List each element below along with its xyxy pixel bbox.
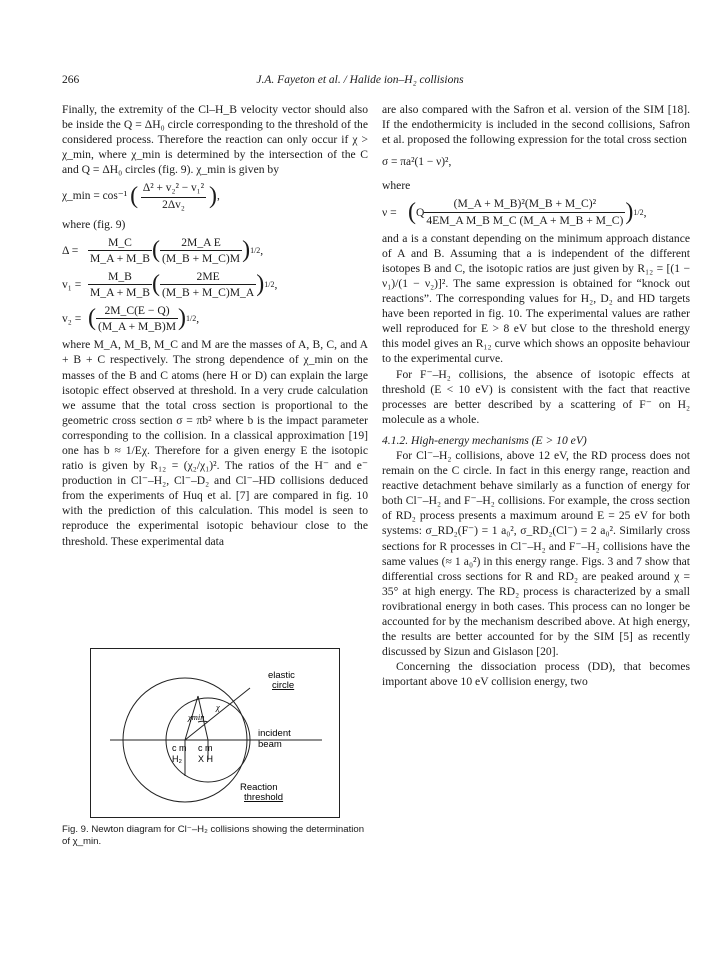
figure-frame [91,649,340,818]
where-fig9: where (fig. 9) [62,217,126,231]
equation-v2: v₂ = ( $\frac{2M\_C(E - Q)}{(M\_A + M\_B)M}$ ) 1/2 , [62,304,200,334]
label-elastic: elastic [268,670,295,681]
label-h2: H₂ [172,754,182,764]
right-paragraph-1: are also compared with the Safron et al. version of the SIM [18]. If the endothermicity is included in the second collisions, Safron et al. proposed the following expression for the total cross section [382,103,690,147]
label-chimin: χmin [188,712,205,722]
newton-diagram [90,648,340,818]
right-paragraph-3: For F⁻–H₂ collisions, the absence of isotopic effects at threshold (E < 10 eV) is consistent with the fact that reactive processes are better described by a scattering of F⁻ on H₂ molecule as a whole. [382,367,690,426]
equation-sigma: σ = πa²(1 − ν)², [382,156,452,169]
right-where: where [382,179,411,193]
label-cm-left: c m [172,743,187,753]
figure-9 [62,648,368,848]
left-paragraph-1: Finally, the extremity of the Cl–H_B velocity vector should also be inside the Q = ΔH₀ circle corresponding to the threshold of the considered process. Therefore the reaction can only occur if χ > χ_min, where χ_min is determined by the intersection of the C and Q = ΔH₀ circles (fig. 9). χ_min is given by [62,103,368,177]
equation-delta: Δ = $\frac{M\_C}{M\_A + M\_B}$ ( $\frac{\text{2M\_A E}}{(M\_B + M\_C)M}$ ) 1/2 , [62,235,264,265]
label-circle: circle [272,680,295,691]
equation-chi-min: χ_min = cos⁻¹ ( $\frac{\text{Δ² + v₂² − v₁²}}{\text{2Δv₂}}$ ), [62,182,220,211]
right-paragraph-4: For Cl⁻–H₂ collisions, above 12 eV, the RD process does not remain on the C circle. In fact in this energy range, reaction and reactive detachment behave similarly as a function of energy for both Cl⁻–H₂ and F⁻–H₂ collisions. For example, the cross section of RD₂ process presents a maximum around E = 25 eV for both systems: σ_RD₂(F⁻) = 1 a₀², σ_RD₂(Cl⁻) = 2 a₀². Similarly cross sections for R processes in Cl⁻–H₂ and F⁻–H₂ collisions have the same values (≈ 1 a₀²) in this energy range. Figs. 3 and 7 show that differential cross sections for R and RD₂ are peaked around χ = 35° at high energy. The RD₂ process is characterized by a small rovibrational energy in both cases. This process can no longer be accounted for by the mechanism described above. At high energy, the results are better accounted for by the SIM [5] as recently discussed by Sizun and Gislason [20]. [382,448,690,659]
page-number: 266 [62,74,80,86]
label-beam: beam [258,739,282,750]
label-reaction: Reaction [240,782,278,793]
label-threshold: threshold [244,792,284,803]
label-chi: χ [216,702,220,712]
figure-caption: Fig. 9. Newton diagram for Cl⁻–H₂ collisions showing the determination of χ_min. [62,824,365,847]
left-paragraph-2: where M_A, M_B, M_C and M are the masses of A, B, C, and A + B + C respectively. The strong dependence of χ_min on the masses of the B and C atoms (here H or D) can explain the large isotopic effect observed at threshold. In a very crude calculation we assume that the total cross section is proportional to the geometric cross section σ = πb² where b is the impact parameter corresponding to the collision. In a classical approximation [19] one has b ≈ 1/Eχ. Therefore for a given energy E the isotopic ratio is given by R₁₂ = (χ₂/χ₁)². The ratios of the H⁻ and e⁻ production in Cl⁻–H₂, Cl⁻–D₂ and Cl⁻–HD collisions deduced from the experiments of Huq et al. [7] are compared in fig. 10 with the prediction of this calculation. This model is seen to reproduce the experimental isotopic behaviour close to the threshold. These experimental data [62,338,368,548]
running-title: J.A. Fayeton et al. / Halide ion–H₂ collisions [256,74,464,86]
right-column [382,102,690,689]
label-cm-right: c m [198,743,213,753]
section-heading: 4.1.2. High-energy mechanisms (E > 10 eV) [382,433,587,447]
equation-v1: v₁ = $\frac{M\_B}{M\_A + M\_B}$ ( $\frac{2ME}{(M\_B + M\_C)M\_A}$ ) 1/2 , [62,269,278,300]
label-xh: X H [198,754,214,764]
right-paragraph-5: Concerning the dissociation process (DD), that becomes important above 10 eV collision energy, two [382,660,690,689]
equation-nu: ν = ( Q $\frac{\text{(M\_A + M\_B)²(M\_B + M\_C)²}}{\text{4EM\_A M\_B M\_C (M\_A + M\_B + M\_C)}}$ ) 1/2 , [382,197,647,227]
left-column [62,102,368,549]
right-paragraph-2: and a is a constant depending on the minimum approach distance of A and B. Assuming that a is independent of the different isotopes B and C, the isotopic ratios are just given by R₁₂ = [(1 − ν₁)/(1 − ν₂)]². The same expression is obtained for “knock out reactions”. The corresponding values for H₂, D₂ and HD targets have been reported in fig. 10. The experimental values are rather well reproduced for E > 8 eV but close to the threshold energy this model gives an R₁₂ curve which shows an opposite behaviour to the experimental curve. [382,231,690,366]
label-incident: incident [258,728,291,739]
